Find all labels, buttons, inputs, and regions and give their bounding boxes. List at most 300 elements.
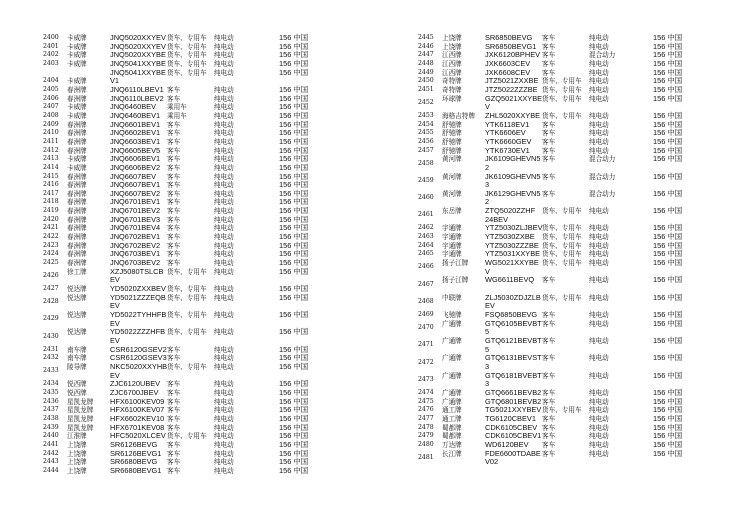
fuel-cell: 纯电动 xyxy=(214,103,234,112)
row-number: 2440 xyxy=(43,432,59,440)
brand-cell: 悦达牌 xyxy=(67,285,87,294)
fuel-cell: 纯电动 xyxy=(214,311,234,319)
row-number: 2405 xyxy=(43,85,59,93)
row-number: 2457 xyxy=(418,146,434,154)
model-cell: CDK6105CBEV1 xyxy=(485,431,542,441)
fuel-cell: 纯电动 xyxy=(589,397,609,406)
model-cell: YTK6118EV1 xyxy=(485,119,530,129)
brand-cell: 江西牌 xyxy=(442,59,462,68)
model-cell: JNQ6607BEV xyxy=(110,171,157,181)
country-cell: 156 中国 xyxy=(653,318,683,328)
brand-cell: 中联牌 xyxy=(442,293,462,302)
row-number: 2418 xyxy=(43,198,59,206)
brand-cell: 春洲牌 xyxy=(67,120,87,129)
row-number: 2413 xyxy=(43,155,59,163)
brand-cell: 春洲牌 xyxy=(67,241,87,250)
row-number: 2437 xyxy=(43,406,59,414)
type-cell: 客车 xyxy=(542,449,556,458)
country-cell: 156 中国 xyxy=(653,405,683,415)
model-cell: JNQ6703BEV2 xyxy=(110,258,161,268)
brand-cell: 舒驰牌 xyxy=(442,120,462,129)
brand-cell: 万达牌 xyxy=(442,440,462,449)
brand-cell: 舒驰牌 xyxy=(442,146,462,155)
fuel-cell: 混合动力 xyxy=(589,51,616,60)
type-cell: 客车 xyxy=(542,120,556,129)
model-cell: SR6126BEVG1 xyxy=(110,448,162,458)
fuel-cell: 纯电动 xyxy=(589,77,609,86)
country-cell: 156 中国 xyxy=(653,93,683,103)
type-cell: 客车 xyxy=(542,423,556,432)
type-cell: 货车、专用车 xyxy=(167,42,207,51)
fuel-cell: 纯电动 xyxy=(214,328,234,337)
type-cell: 客车 xyxy=(542,311,556,319)
fuel-cell: 纯电动 xyxy=(214,207,234,216)
country-cell: 156 中国 xyxy=(279,344,309,354)
brand-cell: 星凯龙牌 xyxy=(67,423,94,432)
type-cell: 客车 xyxy=(542,34,556,42)
brand-cell: 广通牌 xyxy=(442,388,462,397)
brand-cell: 卡威牌 xyxy=(67,77,87,86)
country-cell: 156 中国 xyxy=(279,379,309,389)
row-number: 2459 xyxy=(418,176,434,184)
fuel-cell: 纯电动 xyxy=(214,233,234,242)
type-cell: 客车 xyxy=(167,354,181,363)
fuel-cell: 纯电动 xyxy=(214,440,234,449)
type-cell: 货车、专用车 xyxy=(167,68,207,77)
country-cell: 156 中国 xyxy=(279,310,309,319)
type-cell: 客车 xyxy=(167,388,181,397)
type-cell: 客车 xyxy=(542,137,556,146)
brand-cell: 黄河牌 xyxy=(442,155,462,164)
type-cell: 货车、专用车 xyxy=(167,311,207,319)
type-cell: 客车 xyxy=(542,354,556,363)
country-cell: 156 中国 xyxy=(279,413,309,423)
row-number: 2446 xyxy=(418,42,434,50)
model-cell: TG6120CBEV1 xyxy=(485,413,536,423)
brand-cell: 春洲牌 xyxy=(67,233,87,242)
country-cell: 156 中国 xyxy=(653,67,683,77)
fuel-cell: 纯电动 xyxy=(589,414,609,423)
model-cell: JNQ6110LBEV1 xyxy=(110,84,164,94)
country-cell: 156 中国 xyxy=(279,93,309,103)
row-number: 2454 xyxy=(418,120,434,128)
row-number: 2445 xyxy=(418,34,434,41)
country-cell: 156 中国 xyxy=(279,249,309,259)
type-cell: 客车 xyxy=(167,137,181,146)
country-cell: 156 中国 xyxy=(279,353,309,363)
type-cell: 客车 xyxy=(542,59,556,68)
country-cell: 156 中国 xyxy=(279,102,309,112)
model-cell: ZJC6120UBEV xyxy=(110,379,161,389)
brand-cell: 陵导牌 xyxy=(67,362,87,371)
row-number: 2428 xyxy=(43,298,59,306)
model-cell: JXK6608CEV xyxy=(485,67,531,77)
row-number: 2466 xyxy=(418,263,434,271)
model-cell: JXK6120BPHEV xyxy=(485,50,541,60)
model-cell: JNQ6607BEV2 xyxy=(110,188,161,198)
row-number: 2435 xyxy=(43,388,59,396)
fuel-cell: 纯电动 xyxy=(214,137,234,146)
fuel-cell: 纯电动 xyxy=(589,354,609,363)
fuel-cell: 纯电动 xyxy=(214,241,234,250)
model-cell: HFX6100KEV07 xyxy=(110,405,165,415)
row-number: 2430 xyxy=(43,332,59,340)
fuel-cell: 纯电动 xyxy=(589,388,609,397)
brand-cell: 宇通牌 xyxy=(442,250,462,259)
row-number: 2432 xyxy=(43,354,59,362)
brand-cell: 奇特牌 xyxy=(442,77,462,86)
brand-cell: 星凯龙牌 xyxy=(67,406,94,415)
row-number: 2423 xyxy=(43,241,59,249)
fuel-cell: 纯电动 xyxy=(589,311,609,319)
country-cell: 156 中国 xyxy=(279,258,309,268)
country-cell: 156 中国 xyxy=(653,335,683,345)
country-cell: 156 中国 xyxy=(279,58,309,68)
country-cell: 156 中国 xyxy=(279,110,309,120)
type-cell: 客车 xyxy=(542,189,556,198)
brand-cell: 南车牌 xyxy=(67,354,87,363)
model-cell: JNQ6601BEV1 xyxy=(110,119,161,129)
model-cell: SR6126BEVG xyxy=(110,439,158,449)
model-cell: JNQ6607BEV1 xyxy=(110,180,161,190)
fuel-cell: 纯电动 xyxy=(214,423,234,432)
brand-cell: 悦西牌 xyxy=(67,388,87,397)
fuel-cell: 纯电动 xyxy=(589,276,609,285)
brand-cell: 悦达牌 xyxy=(67,293,87,302)
fuel-cell: 纯电动 xyxy=(214,414,234,423)
country-cell: 156 中国 xyxy=(279,33,309,42)
model-cell: ZLJ5030ZDJZLB EV xyxy=(485,292,541,311)
brand-cell: 东岳牌 xyxy=(442,207,462,216)
fuel-cell: 纯电动 xyxy=(214,42,234,51)
model-cell: GTQ6661BEVB2 xyxy=(485,387,542,397)
row-number: 2410 xyxy=(43,129,59,137)
type-cell: 客车 xyxy=(542,440,556,449)
fuel-cell: 纯电动 xyxy=(589,42,609,51)
row-number: 2451 xyxy=(418,85,434,93)
country-cell: 156 中国 xyxy=(279,41,309,51)
fuel-cell: 纯电动 xyxy=(214,267,234,276)
row-number: 2402 xyxy=(43,51,59,59)
row-number: 2460 xyxy=(418,194,434,202)
country-cell: 156 中国 xyxy=(653,275,683,285)
fuel-cell: 纯电动 xyxy=(214,449,234,458)
brand-cell: 广通牌 xyxy=(442,354,462,363)
brand-cell: 卡威牌 xyxy=(67,59,87,68)
type-cell: 客车 xyxy=(542,42,556,51)
model-cell: YTZ5030ZXBE xyxy=(485,232,535,242)
country-cell: 156 中国 xyxy=(653,41,683,51)
country-cell: 156 中国 xyxy=(653,310,683,319)
model-cell: SR6850BEVG xyxy=(485,33,533,42)
row-number: 2417 xyxy=(43,189,59,197)
row-number: 2471 xyxy=(418,341,434,349)
country-cell: 156 中国 xyxy=(279,154,309,164)
fuel-cell: 纯电动 xyxy=(214,354,234,363)
fuel-cell: 混合动力 xyxy=(589,155,616,164)
type-cell: 客车 xyxy=(167,198,181,207)
fuel-cell: 纯电动 xyxy=(214,146,234,155)
fuel-cell: 纯电动 xyxy=(589,146,609,155)
brand-cell: 悦达牌 xyxy=(67,311,87,319)
country-cell: 156 中国 xyxy=(653,249,683,259)
brand-cell: 蜀都牌 xyxy=(442,423,462,432)
fuel-cell: 纯电动 xyxy=(214,189,234,198)
country-cell: 156 中国 xyxy=(279,387,309,397)
row-number: 2449 xyxy=(418,68,434,76)
country-cell: 156 中国 xyxy=(279,67,309,77)
fuel-cell: 纯电动 xyxy=(214,163,234,172)
fuel-cell: 纯电动 xyxy=(214,224,234,233)
row-number: 2444 xyxy=(43,466,59,474)
country-cell: 156 中国 xyxy=(653,206,683,216)
country-cell: 156 中国 xyxy=(279,396,309,406)
fuel-cell: 纯电动 xyxy=(589,432,609,441)
type-cell: 货车、专用车 xyxy=(542,77,582,86)
row-number: 2421 xyxy=(43,224,59,232)
fuel-cell: 纯电动 xyxy=(214,68,234,77)
fuel-cell: 纯电动 xyxy=(214,120,234,129)
model-cell: JNQ5020XXYEV xyxy=(110,33,166,42)
brand-cell: 春洲牌 xyxy=(67,137,87,146)
model-cell: YTZ5030ZZZBE xyxy=(485,240,539,250)
model-cell: XZJ5080TSLCB EV xyxy=(110,266,164,285)
type-cell: 客车 xyxy=(542,371,556,380)
type-cell: 客车 xyxy=(167,414,181,423)
model-cell: JNQ6110LBEV2 xyxy=(110,93,164,103)
type-cell: 货车、专用车 xyxy=(542,250,582,259)
row-number: 2467 xyxy=(418,280,434,288)
brand-cell: 春洲牌 xyxy=(67,250,87,259)
fuel-cell: 纯电动 xyxy=(214,155,234,164)
model-cell: JNQ6602BEV1 xyxy=(110,128,161,138)
fuel-cell: 纯电动 xyxy=(214,198,234,207)
type-cell: 客车 xyxy=(167,129,181,138)
row-number: 2470 xyxy=(418,323,434,331)
model-cell: CDK6105CBEV xyxy=(485,422,538,432)
model-cell: JK6109GHEVN5 3 xyxy=(485,171,541,190)
type-cell: 货车、专用车 xyxy=(542,94,582,103)
type-cell: 客车 xyxy=(167,215,181,224)
type-cell: 货车、专用车 xyxy=(167,328,207,337)
model-cell: JNQ6701BEV1 xyxy=(110,197,161,207)
brand-cell: 上饶牌 xyxy=(67,449,87,458)
row-number: 2412 xyxy=(43,146,59,154)
row-number: 2478 xyxy=(418,423,434,431)
brand-cell: 上饶牌 xyxy=(67,440,87,449)
brand-cell: 春洲牌 xyxy=(67,198,87,207)
fuel-cell: 纯电动 xyxy=(214,172,234,181)
brand-cell: 宇通牌 xyxy=(442,241,462,250)
row-number: 2404 xyxy=(43,77,59,85)
type-cell: 客车 xyxy=(167,94,181,103)
type-cell: 客车 xyxy=(167,250,181,259)
country-cell: 156 中国 xyxy=(279,457,309,467)
fuel-cell: 纯电动 xyxy=(589,34,609,42)
model-cell: JNQ6702BEV1 xyxy=(110,232,161,242)
fuel-cell: 纯电动 xyxy=(214,406,234,415)
brand-cell: 海格吉特牌 xyxy=(442,111,475,120)
country-cell: 156 中国 xyxy=(279,465,309,475)
type-cell: 货车、专用车 xyxy=(167,285,207,294)
model-cell: JNQ6702BEV2 xyxy=(110,240,161,250)
model-cell: HFX6100KEV09 xyxy=(110,396,165,406)
brand-cell: 春洲牌 xyxy=(67,85,87,94)
fuel-cell: 纯电动 xyxy=(214,388,234,397)
model-cell: NKC5020XXYHB EV xyxy=(110,361,168,380)
model-cell: YTZ5030ZLJBEV xyxy=(485,223,543,233)
type-cell: 客车 xyxy=(167,233,181,242)
fuel-cell: 纯电动 xyxy=(214,181,234,190)
type-cell: 货车、专用车 xyxy=(542,293,582,302)
type-cell: 客车 xyxy=(167,207,181,216)
fuel-cell: 纯电动 xyxy=(589,94,609,103)
type-cell: 客车 xyxy=(167,85,181,94)
brand-cell: 卡威牌 xyxy=(67,111,87,120)
fuel-cell: 纯电动 xyxy=(589,336,609,345)
fuel-cell: 纯电动 xyxy=(589,59,609,68)
country-cell: 156 中国 xyxy=(279,448,309,458)
row-number: 2474 xyxy=(418,388,434,396)
model-cell: HFC5020XLCEV xyxy=(110,431,166,441)
country-cell: 156 中国 xyxy=(279,128,309,138)
row-number: 2425 xyxy=(43,259,59,267)
country-cell: 156 中国 xyxy=(279,50,309,60)
brand-cell: 江西牌 xyxy=(442,51,462,60)
model-cell: YTK6606EV xyxy=(485,128,526,138)
brand-cell: 悦达牌 xyxy=(67,328,87,337)
brand-cell: 黄河牌 xyxy=(442,172,462,181)
row-number: 2438 xyxy=(43,414,59,422)
type-cell: 客车 xyxy=(542,397,556,406)
model-cell: YTZ5031XXYBE xyxy=(485,249,541,259)
brand-cell: 扬子江牌 xyxy=(442,259,469,268)
brand-cell: 悦西牌 xyxy=(67,380,87,389)
brand-cell: 上饶牌 xyxy=(442,42,462,51)
row-number: 2436 xyxy=(43,397,59,405)
brand-cell: 广通牌 xyxy=(442,319,462,328)
brand-cell: 卡威牌 xyxy=(67,34,87,42)
row-number: 2473 xyxy=(418,375,434,383)
model-cell: YD5022TYHHFB EV xyxy=(110,310,167,328)
fuel-cell: 纯电动 xyxy=(214,466,234,475)
brand-cell: 卡威牌 xyxy=(67,103,87,112)
model-cell: JNQ5020XXYEV xyxy=(110,41,166,51)
model-cell: JNQ5041XXYBE xyxy=(110,58,166,68)
type-cell: 客车 xyxy=(542,414,556,423)
row-number: 2442 xyxy=(43,449,59,457)
row-number: 2441 xyxy=(43,440,59,448)
row-number: 2431 xyxy=(43,345,59,353)
brand-cell: 扬子江牌 xyxy=(442,276,469,285)
country-cell: 156 中国 xyxy=(653,240,683,250)
brand-cell: 宇通牌 xyxy=(442,224,462,233)
type-cell: 客车 xyxy=(167,380,181,389)
fuel-cell: 纯电动 xyxy=(214,59,234,68)
row-number: 2434 xyxy=(43,380,59,388)
row-number: 2461 xyxy=(418,211,434,219)
fuel-cell: 纯电动 xyxy=(589,319,609,328)
fuel-cell: 纯电动 xyxy=(589,440,609,449)
row-number: 2403 xyxy=(43,59,59,67)
model-cell: HFX6701KEV08 xyxy=(110,422,165,432)
brand-cell: 春洲牌 xyxy=(67,189,87,198)
row-number: 2414 xyxy=(43,163,59,171)
row-number: 2415 xyxy=(43,172,59,180)
row-number: 2407 xyxy=(43,103,59,111)
country-cell: 156 中国 xyxy=(653,370,683,380)
fuel-cell: 纯电动 xyxy=(589,423,609,432)
fuel-cell: 纯电动 xyxy=(214,285,234,294)
model-cell: SR6850BEVG1 xyxy=(485,41,537,51)
country-cell: 156 中国 xyxy=(653,154,683,164)
fuel-cell: 混合动力 xyxy=(589,189,616,198)
row-number: 2401 xyxy=(43,42,59,50)
brand-cell: 卡威牌 xyxy=(67,163,87,172)
brand-cell: 通工牌 xyxy=(442,406,462,415)
country-cell: 156 中国 xyxy=(653,84,683,94)
model-cell: JTZ5021ZXXBE xyxy=(485,76,539,86)
country-cell: 156 中国 xyxy=(279,171,309,181)
country-cell: 156 中国 xyxy=(279,431,309,441)
brand-cell: 星凯龙牌 xyxy=(67,414,94,423)
model-cell: JNQ6605BEV5 xyxy=(110,145,161,155)
brand-cell: 江西牌 xyxy=(442,68,462,77)
fuel-cell: 纯电动 xyxy=(589,259,609,268)
row-number: 2406 xyxy=(43,94,59,102)
fuel-cell: 纯电动 xyxy=(214,397,234,406)
row-number: 2477 xyxy=(418,414,434,422)
fuel-cell: 纯电动 xyxy=(214,34,234,42)
type-cell: 客车 xyxy=(167,189,181,198)
model-cell: JNQ6606BEV1 xyxy=(110,154,161,164)
row-number: 2420 xyxy=(43,215,59,223)
row-number: 2433 xyxy=(43,367,59,375)
model-cell: CSR6120GSEV2 xyxy=(110,344,167,354)
brand-cell: 上饶牌 xyxy=(67,458,87,467)
country-cell: 156 中国 xyxy=(279,119,309,129)
model-cell: WG6611BEVQ xyxy=(485,275,535,285)
country-cell: 156 中国 xyxy=(653,33,683,42)
model-cell: YD5021ZZZEQB EV xyxy=(110,292,166,311)
country-cell: 156 中国 xyxy=(279,240,309,250)
row-number: 2479 xyxy=(418,432,434,440)
country-cell: 156 中国 xyxy=(653,387,683,397)
fuel-cell: 纯电动 xyxy=(214,85,234,94)
brand-cell: 蜀都牌 xyxy=(442,432,462,441)
country-cell: 156 中国 xyxy=(653,128,683,138)
model-cell: WD6120BEV xyxy=(485,439,529,449)
row-number: 2481 xyxy=(418,453,434,461)
type-cell: 客车 xyxy=(542,172,556,181)
fuel-cell: 纯电动 xyxy=(589,224,609,233)
type-cell: 货车、专用车 xyxy=(167,432,207,441)
row-number: 2427 xyxy=(43,285,59,293)
type-cell: 货车、专用车 xyxy=(167,267,207,276)
fuel-cell: 纯电动 xyxy=(589,120,609,129)
country-cell: 156 中国 xyxy=(653,58,683,68)
brand-cell: 春洲牌 xyxy=(67,259,87,268)
type-cell: 客车 xyxy=(542,146,556,155)
country-cell: 156 中国 xyxy=(279,84,309,94)
country-cell: 156 中国 xyxy=(279,292,309,302)
model-cell: YTK6730EV1 xyxy=(485,145,530,155)
fuel-cell: 纯电动 xyxy=(589,233,609,242)
brand-cell: 春洲牌 xyxy=(67,172,87,181)
model-cell: JNQ6703BEV1 xyxy=(110,249,161,259)
row-number: 2480 xyxy=(418,440,434,448)
model-cell: FDE6600TDABE V02 xyxy=(485,448,541,467)
